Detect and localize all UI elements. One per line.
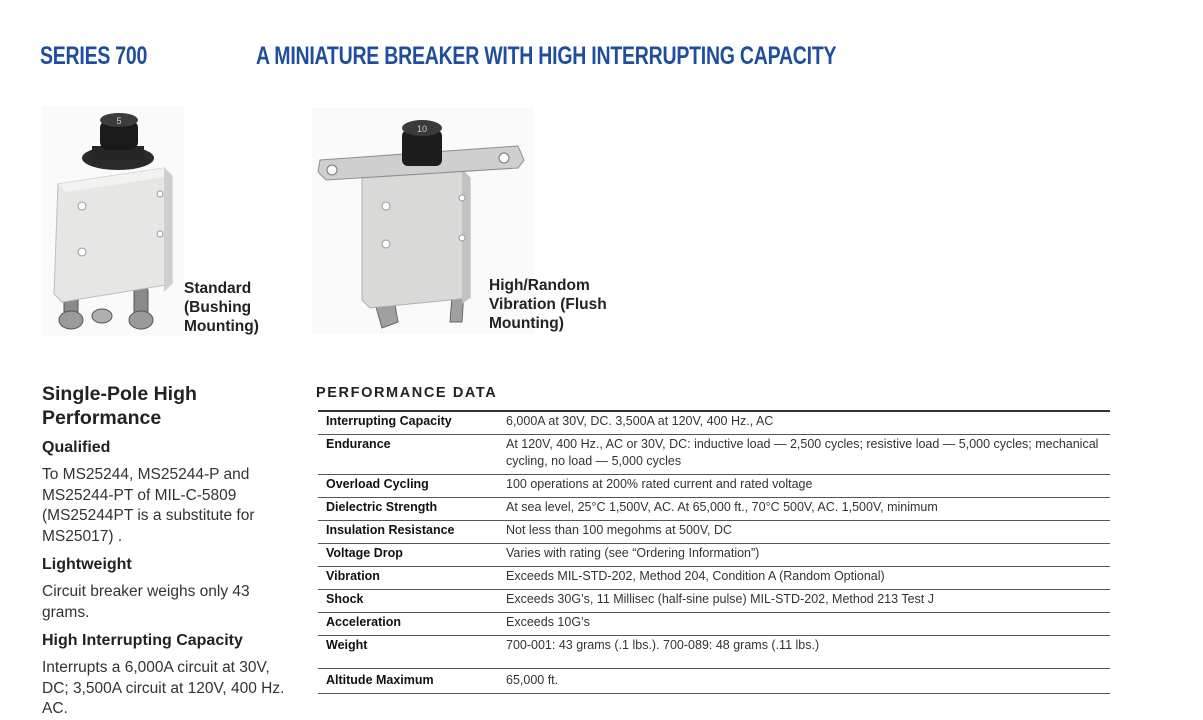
feature-text-interrupting: Interrupts a 6,000A circuit at 30V, DC; 3,500A circuit at 120V, 400 Hz. AC. <box>42 659 285 717</box>
table-row <box>318 475 1110 498</box>
feature-text-lightweight: Circuit breaker weighs only 43 grams. <box>42 583 250 621</box>
standard-breaker-photo <box>42 106 184 336</box>
row-label: Dielectric Strength <box>326 500 438 514</box>
standard-caption-line2: (Bushing <box>184 299 252 316</box>
row-value: Varies with rating (see “Ordering Information”) <box>506 546 760 560</box>
table-row <box>318 613 1110 636</box>
vibration-caption-line1: High/Random <box>489 277 590 294</box>
series-title: SERIES 700 <box>40 42 148 70</box>
performance-table <box>318 410 1110 694</box>
table-row <box>318 669 1110 694</box>
feature-text-qualified: To MS25244, MS25244-P and MS25244-PT of MIL-C-5809 (MS25244PT is a substitute for MS25017) . <box>42 466 255 545</box>
row-label: Interrupting Capacity <box>326 414 452 428</box>
row-label: Endurance <box>326 437 391 451</box>
row-label: Vibration <box>326 569 380 583</box>
row-label: Acceleration <box>326 615 402 629</box>
table-row <box>318 412 1110 435</box>
features-title: Single-Pole High Performance <box>42 383 197 429</box>
row-value: 6,000A at 30V, DC. 3,500A at 120V, 400 Hz., AC <box>506 414 774 428</box>
table-row <box>318 521 1110 544</box>
table-row <box>318 435 1110 475</box>
table-row <box>318 567 1110 590</box>
row-value: Not less than 100 megohms at 500V, DC <box>506 523 733 537</box>
vibration-caption-line3: Mounting) <box>489 315 564 332</box>
row-value: Exceeds 30G’s, 11 Millisec (half-sine pulse) MIL-STD-202, Method 213 Test J <box>506 592 934 606</box>
feature-heading-interrupting: High Interrupting Capacity <box>42 632 243 649</box>
row-value: At sea level, 25°C 1,500V, AC. At 65,000 ft., 70°C 500V, AC. 1,500V, minimum <box>506 500 938 514</box>
row-value: 700-001: 43 grams (.1 lbs.). 700-089: 48 grams (.11 lbs.) <box>506 638 820 652</box>
feature-heading-lightweight: Lightweight <box>42 556 132 573</box>
svg-text:5: 5 <box>116 116 122 126</box>
table-row <box>318 544 1110 567</box>
feature-heading-qualified: Qualified <box>42 439 111 456</box>
row-value: Exceeds MIL-STD-202, Method 204, Condition A (Random Optional) <box>506 569 885 583</box>
table-row <box>318 498 1110 521</box>
row-label: Shock <box>326 592 364 606</box>
table-row <box>318 636 1110 669</box>
page-headline: A MINIATURE BREAKER WITH HIGH INTERRUPTING CAPACITY <box>256 42 837 70</box>
row-value: At 120V, 400 Hz., AC or 30V, DC: inductive load — 2,500 cycles; resistive load — 5,000 cycles; mechanical cycling, no load — 5,000 cycles <box>506 437 1099 468</box>
row-label: Overload Cycling <box>326 477 429 491</box>
standard-caption-line1: Standard <box>184 280 252 297</box>
table-row <box>318 590 1110 613</box>
row-label: Insulation Resistance <box>326 523 455 537</box>
row-label: Voltage Drop <box>326 546 403 560</box>
svg-text:10: 10 <box>416 124 428 134</box>
vibration-caption-line2: Vibration (Flush <box>489 296 607 313</box>
row-value: 65,000 ft. <box>506 673 559 687</box>
vibration-caption <box>489 276 607 333</box>
performance-title: PERFORMANCE DATA <box>316 385 498 401</box>
row-value: 100 operations at 200% rated current and rated voltage <box>506 477 813 491</box>
row-label: Altitude Maximum <box>326 673 434 687</box>
row-label: Weight <box>326 638 368 652</box>
features-column <box>42 382 287 720</box>
row-value: Exceeds 10G’s <box>506 615 590 629</box>
standard-caption <box>184 279 259 336</box>
standard-caption-line3: Mounting) <box>184 318 259 335</box>
